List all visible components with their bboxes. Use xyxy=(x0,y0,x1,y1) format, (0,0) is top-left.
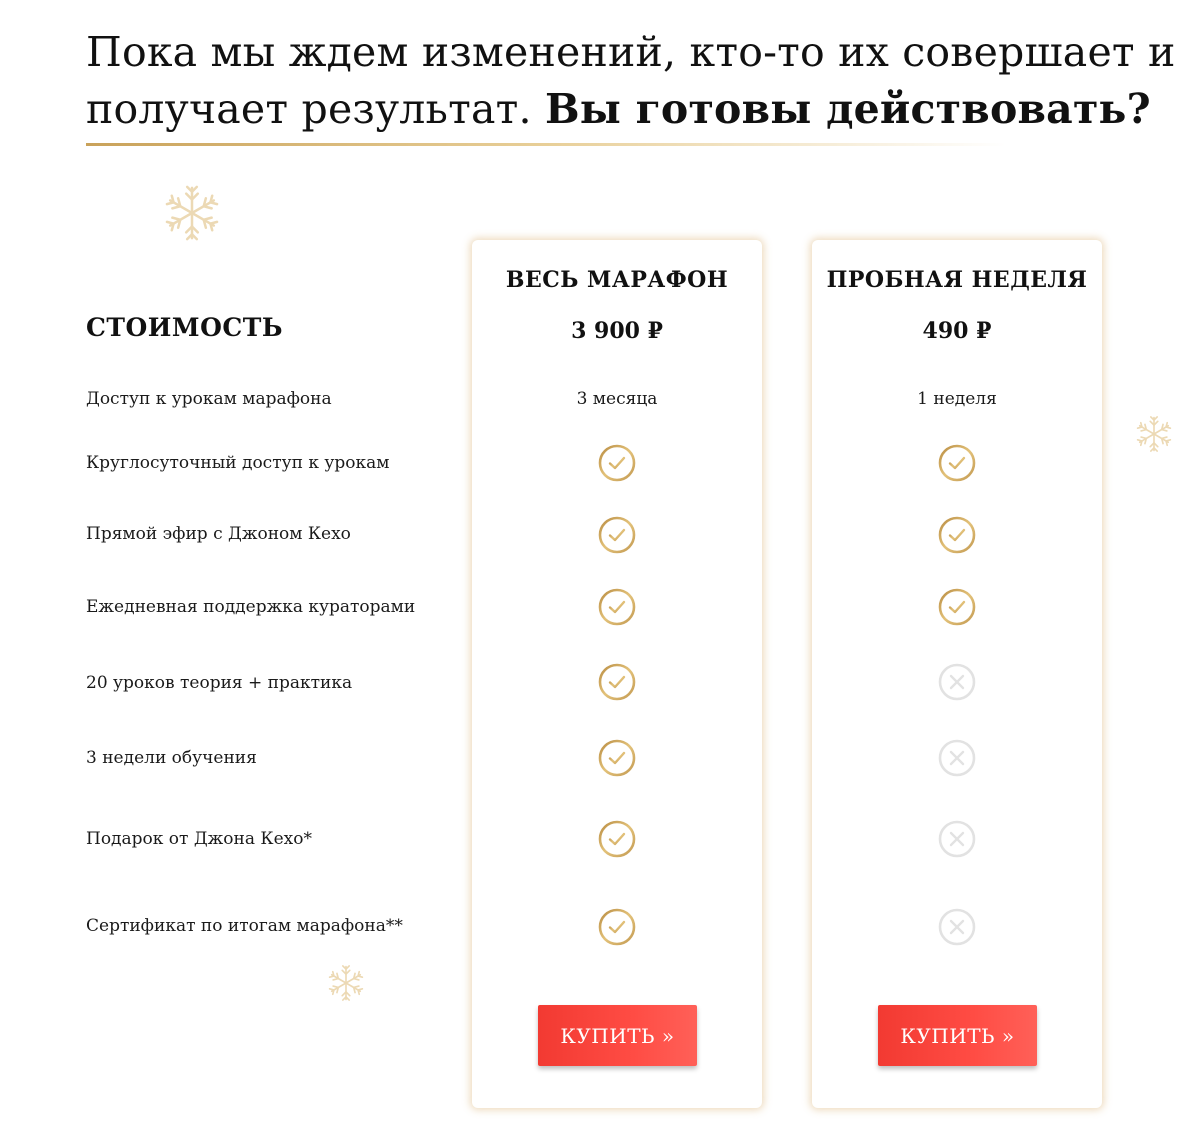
check-circle-icon xyxy=(937,515,977,555)
feature-label: 20 уроков теория + практика xyxy=(86,673,353,693)
plan-card-full-marathon xyxy=(472,240,762,1108)
check-circle-icon xyxy=(597,515,637,555)
section-title: СТОИМОСТЬ xyxy=(86,313,283,342)
feature-label: Подарок от Джона Кехо* xyxy=(86,829,312,849)
plan-price: 3 900 ₽ xyxy=(571,318,663,344)
x-circle-icon xyxy=(937,819,977,859)
plan-title: ВЕСЬ МАРАФОН xyxy=(505,267,729,293)
plan-price: 490 ₽ xyxy=(922,318,992,344)
feature-label: Сертификат по итогам марафона** xyxy=(86,916,403,936)
check-circle-icon xyxy=(597,819,637,859)
headline-underline xyxy=(86,143,1006,146)
x-circle-icon xyxy=(937,907,977,947)
snowflake-icon xyxy=(327,964,365,1002)
x-circle-icon xyxy=(937,738,977,778)
feature-label: Ежедневная поддержка кураторами xyxy=(86,597,416,617)
plan-title: ПРОБНАЯ НЕДЕЛЯ xyxy=(826,267,1088,293)
feature-label: Прямой эфир с Джоном Кехо xyxy=(86,524,351,544)
buy-button[interactable]: КУПИТЬ » xyxy=(538,1005,697,1066)
feature-label: Круглосуточный доступ к урокам xyxy=(86,453,390,473)
plan-access-duration: 3 месяца xyxy=(576,389,658,409)
check-circle-icon xyxy=(597,907,637,947)
feature-label: Доступ к урокам марафона xyxy=(86,389,332,409)
snowflake-icon xyxy=(1135,415,1173,453)
headline-regular: Пока мы ждем изменений, кто-то их совершает и получает результат. xyxy=(86,28,1176,133)
check-circle-icon xyxy=(597,738,637,778)
check-circle-icon xyxy=(597,662,637,702)
x-circle-icon xyxy=(937,662,977,702)
headline xyxy=(86,24,1176,138)
check-circle-icon xyxy=(937,443,977,483)
plan-card-trial-week xyxy=(812,240,1102,1108)
check-circle-icon xyxy=(597,587,637,627)
headline-bold: Вы готовы действовать? xyxy=(544,85,1151,133)
snowflake-icon xyxy=(163,184,221,242)
check-circle-icon xyxy=(937,587,977,627)
buy-button[interactable]: КУПИТЬ » xyxy=(878,1005,1037,1066)
check-circle-icon xyxy=(597,443,637,483)
plan-access-duration: 1 неделя xyxy=(917,389,997,409)
feature-label: 3 недели обучения xyxy=(86,748,257,768)
